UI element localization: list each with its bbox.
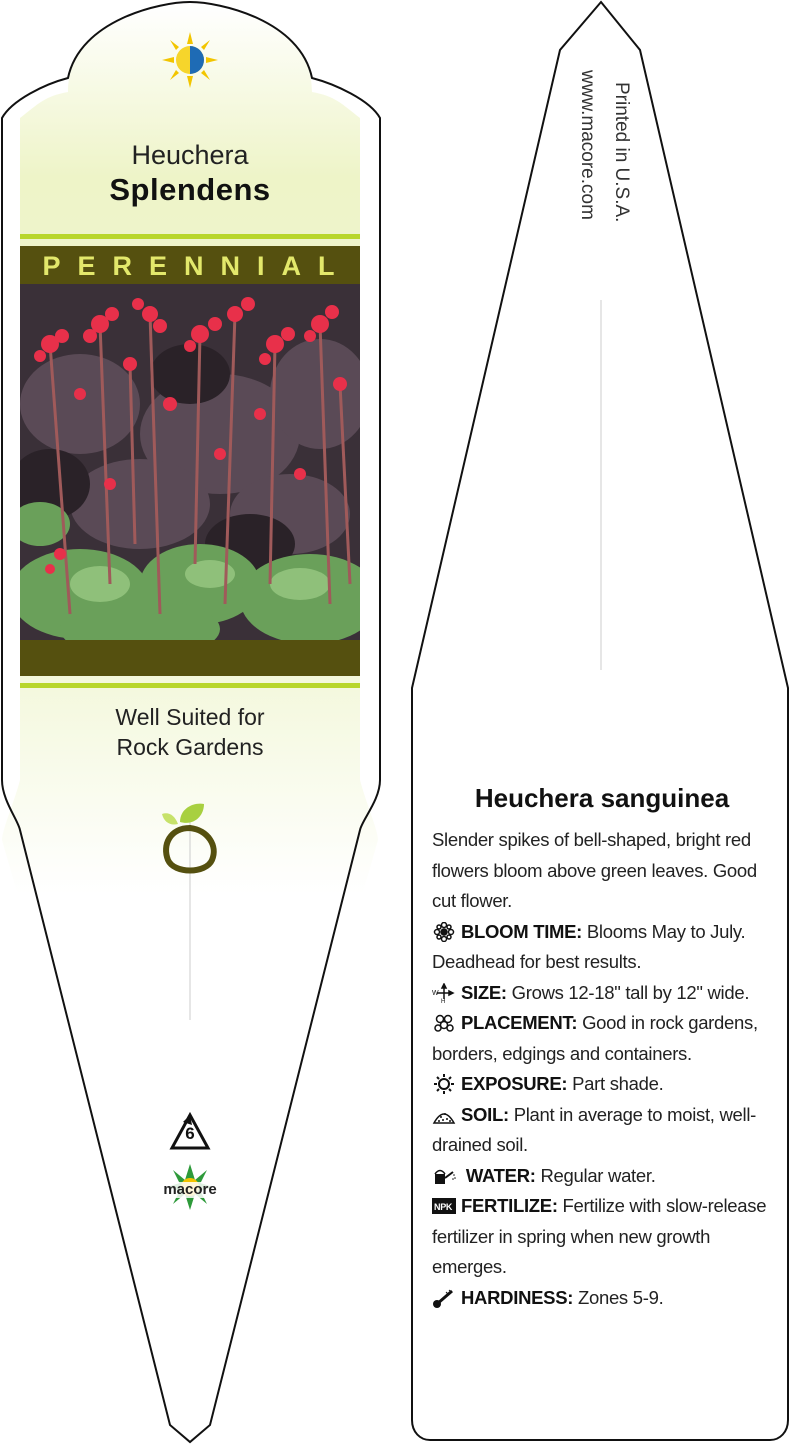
- plant-photo: [20, 284, 360, 640]
- plant-description: Slender spikes of bell-shaped, bright red flowers bloom above green leaves. Good cut flower.: [432, 829, 757, 911]
- botanical-name: Heuchera sanguinea: [474, 783, 730, 813]
- care-info: [432, 825, 772, 1313]
- care-exposure: EXPOSURE: Part shade.: [432, 1069, 772, 1100]
- care-size: W H SIZE: Grows 12-18" tall by 12" wide.: [432, 981, 750, 1003]
- care-water: WATER: Regular water.: [432, 1161, 772, 1192]
- bottom-rule: [20, 683, 360, 688]
- sprout-icon: [160, 800, 220, 875]
- part-shade-icon: [160, 30, 220, 90]
- watering-can-icon: [432, 1166, 456, 1186]
- front-title-genus: Heuchera: [131, 140, 249, 170]
- npk-icon: [432, 1196, 456, 1216]
- tagline-line1: Well Suited for: [115, 704, 265, 730]
- placement-icon: [432, 1013, 456, 1033]
- tagline-line2: Rock Gardens: [116, 734, 264, 760]
- sun-icon: [432, 1074, 456, 1094]
- care-hardiness: HARDINESS: Zones 5-9.: [432, 1283, 772, 1314]
- thermometer-icon: [432, 1288, 456, 1308]
- size-icon: [432, 983, 456, 1003]
- care-fertilize: NPK FERTILIZE: Fertilize with slow-release fertilizer in spring when new growth emerges.: [432, 1195, 767, 1277]
- svg-text:H: H: [441, 998, 446, 1003]
- care-bloom-time: BLOOM TIME: Blooms May to July. Deadhead for best results.: [432, 920, 746, 972]
- website: www.macore.com: [577, 70, 598, 220]
- photo-bottom-band: [20, 640, 360, 676]
- svg-text:W: W: [432, 989, 439, 997]
- svg-text:NPK: NPK: [434, 1202, 453, 1212]
- front-title-cultivar: Splendens: [109, 172, 271, 207]
- recycle-number: 6: [185, 1124, 195, 1143]
- printed-in: Printed in U.S.A.: [611, 82, 632, 223]
- perennial-label: PERENNIAL: [42, 251, 352, 281]
- flower-icon: [432, 922, 456, 942]
- care-placement: PLACEMENT: Good in rock gardens, borders, edgings and containers.: [432, 1012, 758, 1064]
- top-rule: [20, 234, 360, 239]
- macore-brand: macore: [150, 1182, 230, 1198]
- care-soil: SOIL: Plant in average to moist, well-drained soil.: [432, 1103, 757, 1155]
- soil-icon: [432, 1105, 456, 1125]
